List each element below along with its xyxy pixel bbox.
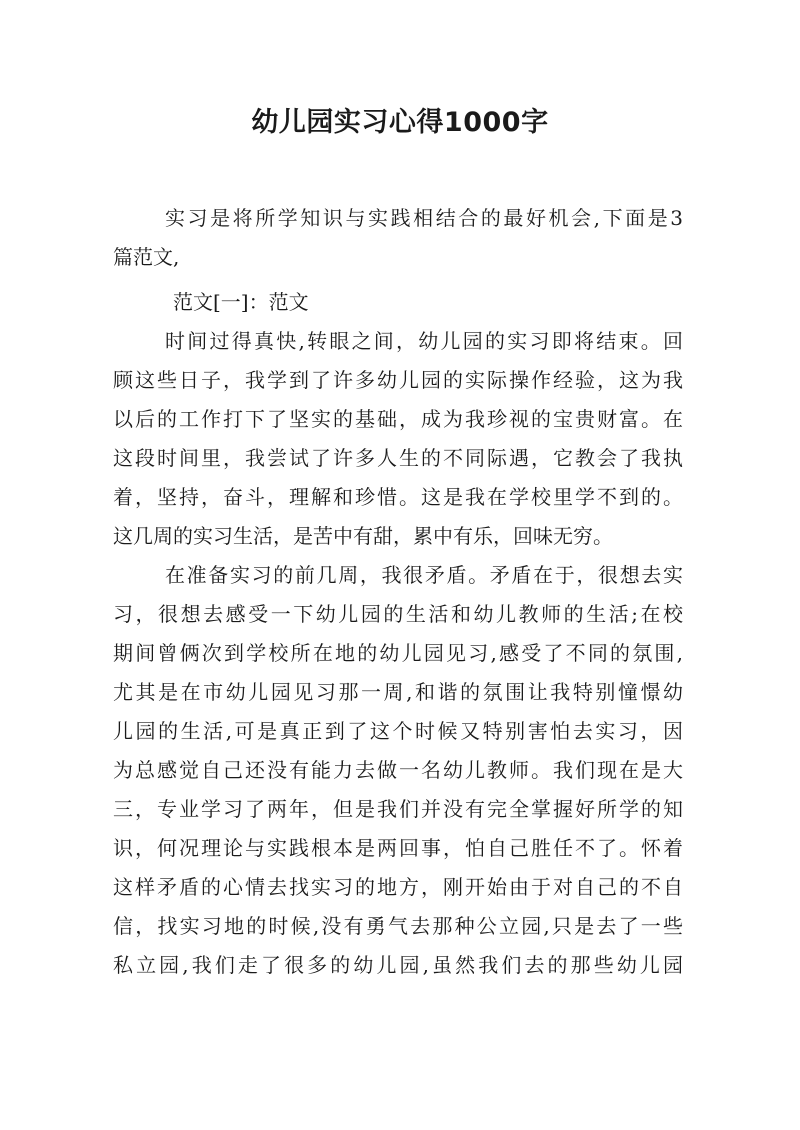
paragraph-line: 这样矛盾的心情去找实习的地方，刚开始由于对自己的不自 [113, 875, 683, 899]
document-title: 幼儿园实习心得1000字 [251, 107, 549, 138]
paragraph-line: 在准备实习的前几周，我很矛盾。矛盾在于，很想去实 [165, 563, 683, 587]
paragraph-line: 以后的工作打下了坚实的基础，成为我珍视的宝贵财富。在 [113, 407, 683, 431]
paragraph-line: 篇范文, [113, 245, 180, 269]
paragraph-line: 儿园的生活,可是真正到了这个时候又特别害怕去实习，因 [113, 719, 683, 743]
paragraph-line: 这几周的实习生活，是苦中有甜，累中有乐，回味无穷。 [113, 524, 613, 548]
paragraph-line: 习，很想去感受一下幼儿园的生活和幼儿教师的生活;在校 [113, 602, 683, 626]
paragraph-line: 私立园,我们走了很多的幼儿园,虽然我们去的那些幼儿园 [113, 953, 683, 977]
paragraph-line: 为总感觉自己还没有能力去做一名幼儿教师。我们现在是大 [113, 758, 683, 782]
paragraph-line: 期间曾俩次到学校所在地的幼儿园见习,感受了不同的氛围, [113, 641, 683, 665]
paragraph-line: 实习是将所学知识与实践相结合的最好机会,下面是3 [165, 206, 683, 230]
paragraph-line: 识，何况理论与实践根本是两回事，怕自己胜任不了。怀着 [113, 836, 683, 860]
paragraph-line: 这段时间里，我尝试了许多人生的不同际遇，它教会了我执 [113, 446, 683, 470]
paragraph-line: 时间过得真快,转眼之间，幼儿园的实习即将结束。回 [165, 329, 683, 353]
paragraph-line: 顾这些日子，我学到了许多幼儿园的实际操作经验，这为我 [113, 368, 683, 392]
paragraph-line: 着，坚持，奋斗，理解和珍惜。这是我在学校里学不到的。 [113, 485, 683, 509]
paragraph-line: 三，专业学习了两年，但是我们并没有完全掌握好所学的知 [113, 797, 683, 821]
section-heading: 范文[一]：范文 [173, 290, 309, 314]
paragraph-line: 信，找实习地的时候,没有勇气去那种公立园,只是去了一些 [113, 914, 683, 938]
paragraph-line: 尤其是在市幼儿园见习那一周,和谐的氛围让我特别憧憬幼 [113, 680, 683, 704]
